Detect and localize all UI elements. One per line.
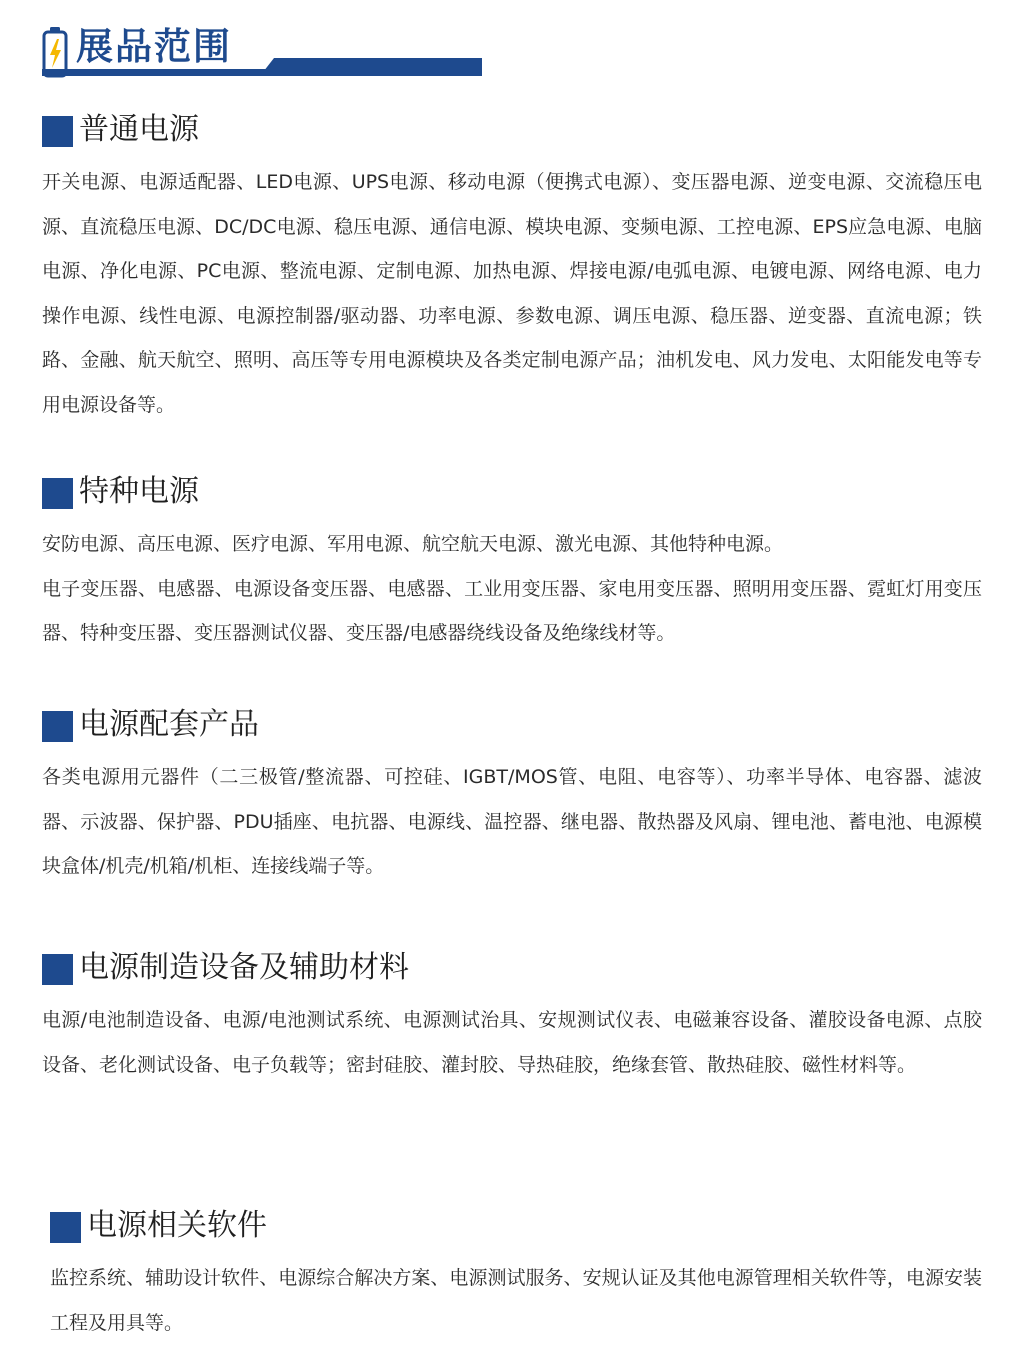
square-marker-icon [42,478,73,509]
square-marker-icon [42,116,73,147]
section-title: 电源制造设备及辅助材料 [79,950,409,985]
square-marker-icon [42,711,73,742]
section-special-power [42,470,982,656]
section-title: 普通电源 [79,112,199,147]
section-manufacturing-equipment [42,946,982,1087]
square-marker-icon [50,1212,81,1243]
page-title: 展品范围 [76,25,232,68]
section-general-power [42,108,982,427]
square-marker-icon [42,954,73,985]
section-title: 特种电源 [79,474,199,509]
section-paragraph: 电源/电池制造设备、电源/电池测试系统、电源测试治具、安规测试仪表、电磁兼容设备、灌胶设备电源、点胶设备、老化测试设备、电子负载等；密封硅胶、灌封胶、导热硅胶，绝缘套管、散热硅胶、磁性材料等。 [42,1009,982,1076]
section-title: 电源配套产品 [79,707,259,742]
battery-charge-icon [42,26,68,78]
section-paragraph: 各类电源用元器件（二三极管/整流器、可控硅、IGBT/MOS管、电阻、电容等）、功率半导体、电容器、滤波器、示波器、保护器、PDU插座、电抗器、电源线、温控器、继电器、散热器及风扇、锂电池、蓄电池、电源模块盒体/机壳/机箱/机柜、连接线端子等。 [42,766,982,877]
section-paragraph: 监控系统、辅助设计软件、电源综合解决方案、电源测试服务、安规认证及其他电源管理相关软件等，电源安装工程及用具等。 [50,1267,982,1334]
section-power-software [50,1204,982,1345]
section-title: 电源相关软件 [87,1208,267,1243]
page-header [42,20,482,82]
section-paragraph: 开关电源、电源适配器、LED电源、UPS电源、移动电源（便携式电源）、变压器电源、逆变电源、交流稳压电源、直流稳压电源、DC/DC电源、稳压电源、通信电源、模块电源、变频电源、工控电源、EPS应急电源、电脑电源、净化电源、PC电源、整流电源、定制电源、加热电源、焊接电源/电弧电源、电镀电源、网络电源、电力操作电源、线性电源、电源控制器/驱动器、功率电源、参数电源、调压电源、稳压器、逆变器、直流电源；铁路、金融、航天航空、照明、高压等专用电源模块及各类定制电源产品；油机发电、风力发电、太阳能发电等专用电源设备等。 [42,171,982,416]
section-power-accessories [42,703,982,889]
section-paragraph: 安防电源、高压电源、医疗电源、军用电源、航空航天电源、激光电源、其他特种电源。 [42,533,784,555]
section-paragraph: 电子变压器、电感器、电源设备变压器、电感器、工业用变压器、家电用变压器、照明用变压器、霓虹灯用变压器、特种变压器、变压器测试仪器、变压器/电感器绕线设备及绝缘线材等。 [42,577,982,644]
